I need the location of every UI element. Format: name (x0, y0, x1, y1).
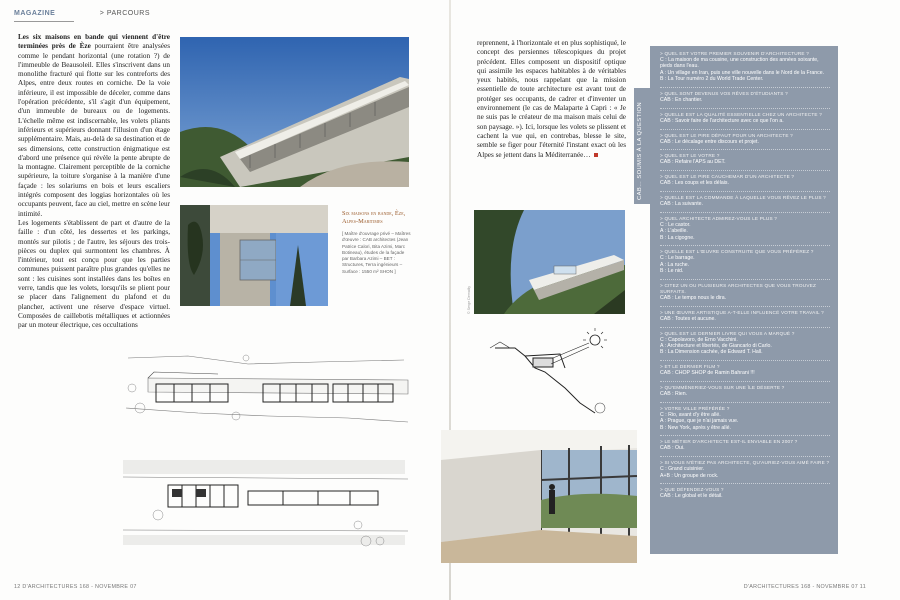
qa-item (660, 306, 830, 322)
qa-answer: CAB : Le décalage entre discours et projet. (660, 138, 759, 145)
qa-separator (660, 327, 830, 328)
qa-item (660, 129, 830, 145)
body-paragraph-1 (18, 33, 170, 219)
qa-question: > SI VOUS N'ÉTIEZ PAS ARCHITECTE, QU'AURIEZ-VOUS AIMÉ FAIRE ? (660, 460, 830, 466)
qa-question: > ET LE DERNIER FILM ? (660, 364, 720, 370)
roof-terrace-photo (474, 210, 625, 314)
section-label: MAGAZINE (14, 10, 56, 17)
qa-separator (660, 108, 830, 109)
qa-question: > QUEL EST LE VOTRE ? (660, 153, 720, 159)
qa-question: > QUEL EST VOTRE PREMIER SOUVENIR D'ARCHITECTURE ? (660, 51, 810, 56)
qa-item (660, 149, 830, 165)
qa-answer: C : Grand cuisinier. (660, 466, 705, 473)
qa-separator (660, 129, 830, 130)
qa-answer: CAB : En chantier. (660, 97, 703, 104)
qa-question: > QU'EMMÈNERIEZ-VOUS SUR UNE ÎLE DÉSERTE ? (660, 385, 785, 391)
qa-panel (650, 46, 838, 554)
qa-item (660, 191, 830, 207)
qa-item (660, 402, 830, 431)
qa-item (660, 435, 830, 451)
qa-list (650, 46, 838, 500)
qa-question: > QUEL EST LE PIRE DÉFAUT POUR UN ARCHITECTE ? (660, 132, 793, 138)
qa-separator (660, 306, 830, 307)
qa-answer: CAB : Rien. (660, 391, 688, 398)
qa-question: > QUELLE EST LA QUALITÉ ESSENTIELLE CHEZ UN ARCHITECTE ? (660, 111, 823, 117)
qa-separator (660, 402, 830, 403)
qa-answer: CAB : La suivante. (660, 201, 703, 207)
qa-item (660, 456, 830, 479)
qa-question: > UNE ŒUVRE ARTISTIQUE A-T-ELLE INFLUENCÉ VOTRE TRAVAIL ? (660, 309, 824, 315)
paragraph-text: reprennent, à l'horizontale et en plus sophistiqué, le concept des persiennes télescopiques du projet précédent. Elles composent un dispositif optique qui assimile les espaces habitables à de véritables yeux habités, nous rappelant que la mission essentielle de toute architecture est avant tout de protéger ses occupants, de cadrer et d'inventer un environnement (le cas de Malaparte à Capri : « Je ne suis pas le créateur de ma maison mais celui de son paysage. »). Ici, lorsque les volets se plissent et cachent la vue qui, en contrebas, blesse le site, semble se figer pour l'éternité l'instant exact où les Alpes se jettent dans la Méditerranée… (477, 39, 626, 159)
qa-answer: B : La Tour numéro 2 du World Trade Center. (660, 76, 764, 83)
qa-separator (660, 245, 830, 246)
floor-plan-upper (118, 338, 410, 433)
qa-item (660, 87, 830, 103)
qa-separator (660, 149, 830, 150)
qa-item (660, 51, 830, 83)
qa-answer: A : L'abeille. (660, 228, 688, 235)
qa-question: > QUELLE EST LA COMMANDE À LAQUELLE VOUS RÊVEZ LE PLUS ? (660, 195, 826, 200)
qa-item (660, 360, 830, 376)
qa-answer: C : Rio, avant d'y être allé. (660, 411, 721, 418)
qa-answer: CAB : Oui. (660, 445, 685, 452)
footer-right: D'ARCHITECTURES 168 - NOVEMBRE 07 11 (743, 584, 866, 590)
qa-answer: CAB : Refaire l'APS au DET. (660, 159, 726, 166)
qa-answer: A : Un village en Iran, puis une ville nouvelle dans le Nord de la France. (660, 69, 825, 76)
qa-question: > VOTRE VILLE PRÉFÉRÉE ? (660, 405, 730, 411)
qa-answer: CAB : Savoir faire de l'architecture avec ce que l'on a. (660, 117, 784, 124)
footer-left: 12 D'ARCHITECTURES 168 - NOVEMBRE 07 (14, 584, 137, 590)
qa-item (660, 170, 830, 186)
qa-separator (660, 279, 830, 280)
qa-answer: C : Le castor. (660, 221, 691, 228)
qa-answer: CAB : CHOP SHOP de Ramin Bahrani !!! (660, 370, 755, 377)
qa-question: > QUEL EST LE PIRE CAUCHEMAR D'UN ARCHITECTE ? (660, 174, 795, 180)
qa-item (660, 212, 830, 241)
qa-question: > QUEL EST LE DERNIER LIVRE QUI VOUS A MARQUÉ ? (660, 330, 795, 336)
qa-answer: A : Prague, que je n'ai jamais vue. (660, 418, 739, 425)
qa-answer: CAB : Le temps nous le dira. (660, 295, 727, 302)
photo-credit: © Serge Demailly (467, 285, 471, 314)
qa-separator (660, 483, 830, 484)
paragraph-text: pourraient être analysées comme le pendant horizontal (une rotation ?) de l'immeuble de Beausoleil. Elles s'inscrivent dans un monolithe fracturé qui flotte sur les contreforts des Alpes, entre deux routes en corniche. De la voie inférieure, il est impossible de déceler, comme dans l'opération précédente, s'il s'agit d'un équipement, d'un immeuble de bureaux ou de logements. L'échelle même est indiscernable, les volets pliants inférieurs et supérieurs donnant l'illusion d'un étage supplémentaire. Mais, au-delà de sa destination et de ses dimensions, cette construction énigmatique est d'abord une présence qui révèle la pente abrupte de la montagne. Clairement perceptible de la corniche supérieure, la toiture s'organise à la manière d'une façade : les solariums en bois et leurs escaliers intégrés composent des loggias horizontales où les occupants peuvent, face au ciel, mettre en scène leur intimité. (18, 42, 170, 218)
qa-separator (660, 381, 830, 382)
qa-question: > LE MÉTIER D'ARCHITECTE EST-IL ENVIABLE EN 2007 ? (660, 439, 798, 445)
header-rule (14, 21, 74, 22)
qa-answer: B : Le nid. (660, 268, 684, 275)
qa-question: > CITEZ UN OU PLUSIEURS ARCHITECTES QUE VOUS TROUVEZ SURFAITS. (660, 283, 817, 295)
qa-separator (660, 87, 830, 88)
right-body-column (477, 39, 626, 160)
qa-answer: C : Le barrage. (660, 255, 695, 262)
qa-answer: CAB : Le global et le détail. (660, 493, 723, 500)
subsection-label: > PARCOURS (99, 10, 150, 17)
qa-answer: C : La maison de ma cousine, une construction des années soixante, pieds dans l'eau. (660, 57, 819, 70)
qa-item (660, 108, 830, 124)
qa-question: > QUEL SONT DEVENUS VOS RÊVES D'ÉTUDIANTS ? (660, 91, 788, 97)
qa-answer: C : Capolavoro, de Erno Vacchini. (660, 336, 738, 343)
section-diagram (485, 328, 620, 418)
qa-answer: B : La Dimension cachée, de Edward T. Hall. (660, 349, 763, 356)
caption-title: Six maisons en bande, Èze, Alpes-Maritimes (342, 210, 406, 225)
qa-separator (660, 212, 830, 213)
qa-item (660, 327, 830, 356)
qa-question: > QUE DÉFENDEZ-VOUS ? (660, 487, 724, 493)
qa-separator (660, 170, 830, 171)
qa-answer: B : La cigogne. (660, 234, 695, 241)
qa-answer: A : Architecture et libertés, de Giancarlo di Carlo. (660, 343, 772, 350)
qa-answer: B : New York, après y être allé. (660, 424, 731, 431)
qa-item (660, 483, 830, 499)
building-exterior-photo (180, 37, 409, 187)
lead-text: Les six maisons en bande qui viennent d'être terminées près de Èze (18, 33, 170, 51)
body-paragraph-2: Les logements s'établissent de part et d'autre de la faille : d'un côté, les dessertes et les parkings, montés sur pilotis ; de l'autre, les séjours des trois-pièces ou duplex qui surmontent les chambres. À l'intérieur, tout est conçu pour que les parties communes puissent paraître plus grandes qu'elles ne sont : les cuisines sont installées dans les boîtes en verre, tandis que les volets, lorsqu'ils se plient pour se placer dans l'alignement du plafond et du plancher, activent une réserve d'espace virtuel. Composées de caillebotis métalliques et actionnées par un moteur électrique, ces occultations (18, 218, 170, 330)
qa-separator (660, 435, 830, 436)
interior-living-photo (441, 430, 637, 563)
qa-tab-label: CAB… SOUMIS À LA QUESTION (637, 102, 643, 200)
floor-plan-lower (118, 455, 410, 553)
project-caption (342, 210, 412, 275)
body-paragraph-3 (477, 39, 626, 160)
qa-side-tab (634, 88, 650, 204)
qa-answer: CAB : Les coups et les délais. (660, 180, 729, 187)
qa-answer: CAB : Toutes et aucune. (660, 315, 716, 322)
glass-box-photo (180, 205, 328, 306)
qa-item (660, 381, 830, 397)
qa-question: > QUEL ARCHITECTE ADMIREZ-VOUS LE PLUS ? (660, 215, 778, 221)
left-body-column (18, 33, 170, 331)
qa-answer: A+B : Un groupe de rock. (660, 472, 719, 479)
qa-item (660, 279, 830, 301)
qa-separator (660, 191, 830, 192)
running-header (14, 10, 150, 17)
end-mark (594, 153, 598, 157)
qa-answer: A : La ruche. (660, 261, 690, 268)
qa-separator (660, 456, 830, 457)
qa-question: > QUELLE EST L'ŒUVRE CONSTRUITE QUE VOUS PRÉFÉREZ ? (660, 249, 814, 255)
caption-text: [ Maître d'ouvrage privé – Maîtres d'œuvre : CAB architectes (Jean Patrice Calori, Bita Azimi, Marc Botineau), études de la façade par Barbara Azimi – BET : Structures, Terra ingénieurs – Surface : 1550 m² SHON ] (342, 231, 411, 274)
qa-separator (660, 360, 830, 361)
qa-item (660, 245, 830, 274)
